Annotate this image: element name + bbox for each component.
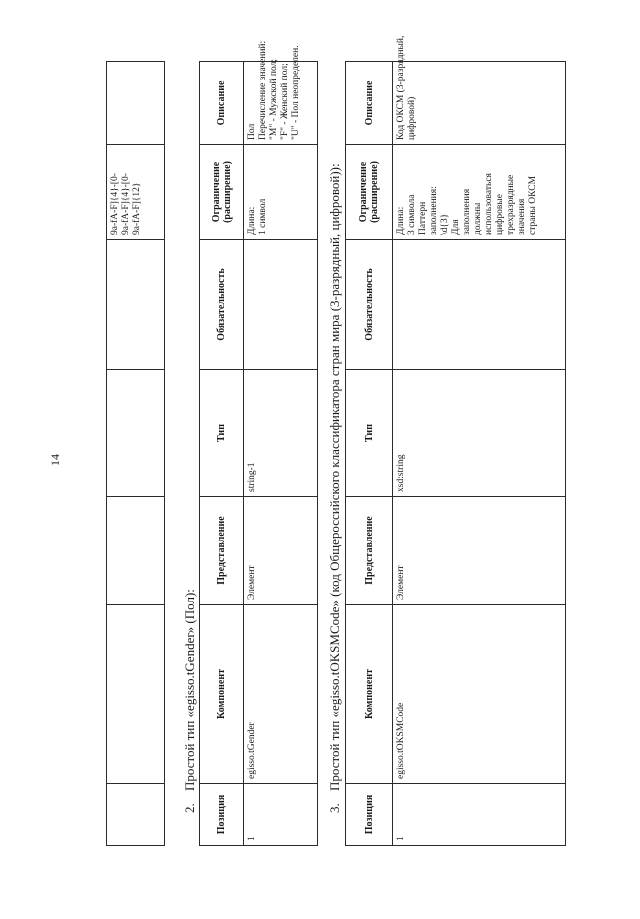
limit-line: значения [517,198,527,235]
section3-heading [327,163,343,813]
gender-table [199,40,318,846]
limit-line: должны [473,202,483,235]
top-table-limit-line: 9a-fA-F]{12} [132,182,142,235]
limit-line: использоваться [484,173,494,235]
description-line: Пол [247,123,257,140]
section3-number: 3. [327,803,342,813]
header-component: Компонент [346,605,393,784]
limit-line: Длина: [396,206,406,235]
description-line: Код ОКСМ (3-разрядный, [396,35,406,140]
cell-position: 1 [244,784,318,846]
top-table-cell-description [107,62,165,145]
cell-limit [393,145,566,240]
top-table-limit-line: 9a-fA-F]{4}-[0- [110,173,120,235]
oksm-table [345,35,566,846]
rotated-sheet [40,34,600,884]
top-table-cell-required [107,240,165,370]
limit-line: заполнения [462,188,472,235]
description-line: "U" - Пол неопределен. [291,45,301,140]
limit-line: Длина: [247,206,257,235]
cell-position: 1 [393,784,566,846]
limit-line: Паттерн [418,201,428,235]
oksm-table-header-row [346,62,393,846]
cell-limit [244,145,318,240]
limit-line: заполнения: [429,186,439,235]
description-line: цифровой) [407,96,417,140]
cell-required [393,240,566,370]
top-table [106,61,165,846]
header-position: Позиция [200,784,244,846]
cell-description [393,35,566,145]
description-line: "M" - Мужской пол; [269,59,279,140]
table-row [393,62,566,846]
header-type: Тип [200,370,244,497]
header-type: Тип [346,370,393,497]
cell-component: egisso.tOKSMCode [393,605,566,784]
cell-representation: Элемент [393,497,566,605]
limit-line: цифровые [495,194,505,235]
limit-line: \d{3} [440,213,450,235]
section3-title: Простой тип «egisso.tOKSMCode» (код Общероссийского классификатора стран мира (3-разрядный, цифровой)): [327,163,342,791]
cell-representation: Элемент [244,497,318,605]
limit-line: трехразрядные [506,174,516,235]
top-table-cell-type [107,370,165,497]
header-representation: Представление [200,497,244,605]
header-description: Описание [200,62,244,145]
header-required: Обязательность [346,240,393,370]
top-table-limit-line: 9a-fA-F]{4}-[0- [121,173,131,235]
cell-description [244,40,318,145]
top-table-cell-component [107,605,165,784]
header-component: Компонент [200,605,244,784]
header-representation: Представление [346,497,393,605]
cell-required [244,240,318,370]
header-description: Описание [346,62,393,145]
cell-type: xsd:string [393,370,566,497]
table-row [244,62,318,846]
header-position: Позиция [346,784,393,846]
top-table-cell-limit [107,145,165,240]
header-limit: Ограничение (расширение) [200,145,244,240]
cell-type: string-1 [244,370,318,497]
gender-table-header-row [200,62,244,846]
description-line: "F" - Женский пол; [280,63,290,140]
description-line: Перечисление значений: [258,40,268,140]
page-number: 14 [48,454,62,466]
header-limit: Ограничение (расширение) [346,145,393,240]
header-required: Обязательность [200,240,244,370]
limit-line: Для [451,219,461,235]
section2-heading [182,589,198,813]
section2-title: Простой тип «egisso.tGender» (Пол): [182,589,197,791]
limit-line: 3 символа [407,194,417,235]
top-table-cell-representation [107,497,165,605]
section2-number: 2. [182,803,197,813]
limit-line: 1 символ [258,198,268,235]
top-table-cell-position [107,784,165,846]
limit-line: страны ОКСМ [528,175,538,235]
cell-component: egisso.tGender [244,605,318,784]
